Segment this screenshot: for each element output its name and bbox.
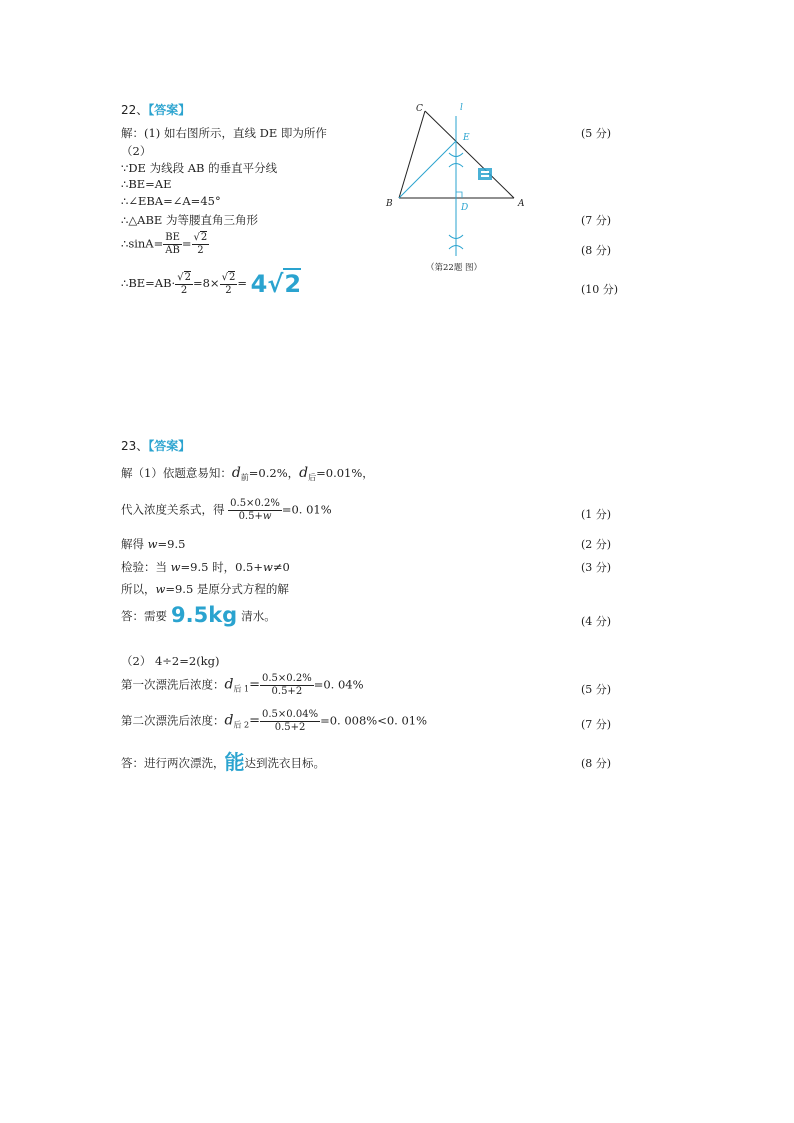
q23-line-1-prefix: 解（1）依题意易知： bbox=[121, 466, 232, 480]
label-d: D bbox=[461, 203, 469, 213]
q22-line-3: ∵DE 为线段 AB 的垂直平分线 bbox=[121, 161, 278, 175]
radicand: 2 bbox=[184, 271, 191, 283]
q23-number: 23、 bbox=[121, 439, 149, 453]
q22-line-8-prefix: ∴BE=AB· bbox=[121, 276, 176, 290]
fraction-numerator: 0.5×0.04% bbox=[262, 709, 319, 720]
text: =9.5 是原分式方程的解 bbox=[165, 582, 289, 596]
q22-score-3: (8 分) bbox=[581, 244, 612, 257]
text: ≠0 bbox=[272, 560, 290, 574]
fraction-denominator bbox=[228, 511, 282, 523]
q23-line-10-prefix: 答：进行两次漂洗， bbox=[121, 756, 225, 770]
variable-w: w bbox=[170, 560, 181, 574]
second-rinse-fraction bbox=[260, 709, 320, 734]
variable-d: d bbox=[299, 465, 309, 481]
fraction-denominator: 0.5+2 bbox=[274, 722, 306, 733]
equals-sign: = bbox=[249, 677, 261, 693]
fraction-numerator bbox=[220, 272, 238, 285]
right-angle-mark bbox=[456, 192, 462, 198]
q22-score-4: (10 分) bbox=[581, 283, 619, 296]
q23-line-9 bbox=[121, 709, 427, 734]
sqrt-symbol: √2 bbox=[177, 271, 191, 283]
text: 解得 bbox=[121, 537, 148, 551]
q23-line-1 bbox=[121, 465, 374, 483]
fraction-numerator: 0.5×0.2% bbox=[262, 673, 312, 684]
label-b: B bbox=[386, 199, 393, 209]
q22-figure bbox=[378, 98, 538, 276]
subscript-after-1: 后 1 bbox=[233, 684, 250, 694]
variable-d: d bbox=[224, 712, 234, 729]
sqrt-symbol: √2 bbox=[193, 232, 208, 243]
fraction-denominator: AB bbox=[165, 245, 180, 256]
q23-line-8 bbox=[121, 673, 364, 698]
q23-line-9-suffix: =0. 008%<0. 01% bbox=[320, 713, 428, 728]
q23-line-6 bbox=[121, 603, 276, 627]
q23-heading bbox=[121, 437, 190, 454]
variable-w: w bbox=[262, 511, 272, 522]
fraction-root2-over-2 bbox=[192, 232, 210, 257]
q22-score-2: (7 分) bbox=[581, 214, 612, 227]
q22-final-answer bbox=[251, 270, 301, 298]
equals-sign: = bbox=[181, 236, 192, 251]
q22-line-8-mid: =8× bbox=[192, 276, 220, 290]
fraction-root2-over-2 bbox=[220, 272, 238, 297]
q23-line-2-prefix: 代入浓度关系式，得 bbox=[121, 502, 225, 517]
fraction-be-ab bbox=[163, 232, 182, 257]
label-a: A bbox=[518, 199, 525, 209]
variable-d: d bbox=[224, 676, 234, 693]
variable-w: w bbox=[155, 582, 166, 596]
label-c: C bbox=[416, 104, 423, 114]
radicand: 2 bbox=[200, 232, 208, 243]
q23-line-10 bbox=[121, 746, 325, 775]
equals-sign: = bbox=[249, 713, 261, 729]
q23-score-5: (5 分) bbox=[581, 683, 612, 696]
fraction-denominator: 0.5+2 bbox=[271, 686, 303, 697]
q23-score-3: (3 分) bbox=[581, 561, 612, 574]
answer-coefficient: 4 bbox=[250, 270, 268, 298]
variable-w: w bbox=[263, 560, 273, 574]
q23-score-2: (2 分) bbox=[581, 538, 612, 551]
q22-line-4: ∴BE=AE bbox=[121, 177, 172, 191]
first-rinse-fraction bbox=[260, 673, 314, 698]
q22-heading bbox=[121, 101, 190, 118]
q23-answer-mass: 9.5kg bbox=[171, 603, 238, 627]
text: =9.5 时，0.5+ bbox=[180, 560, 264, 574]
fraction-denominator: 2 bbox=[197, 245, 204, 256]
q23-line-4 bbox=[121, 559, 290, 575]
q23-line-9-prefix: 第二次漂洗后浓度： bbox=[121, 713, 225, 728]
q22-line-7-prefix: ∴sinA= bbox=[121, 236, 164, 251]
radicand: 2 bbox=[228, 271, 236, 283]
label-l: l bbox=[460, 103, 463, 113]
q23-line-2-suffix: =0. 01% bbox=[281, 502, 332, 517]
variable-d: d bbox=[231, 465, 241, 481]
triangle-side-ca bbox=[425, 111, 514, 198]
fraction-denominator: 2 bbox=[225, 284, 232, 296]
q23-score-6: (7 分) bbox=[581, 718, 612, 731]
value-before: =0.2%， bbox=[248, 466, 300, 480]
q22-line-1: 解：(1) 如右图所示，直线 DE 即为所作 bbox=[121, 126, 327, 140]
q22-score-1: (5 分) bbox=[581, 127, 612, 140]
watermark-stamp bbox=[478, 168, 492, 180]
answer-radicand: 2 bbox=[284, 270, 302, 298]
fraction-numerator bbox=[192, 232, 210, 245]
q22-line-5: ∴∠EBA=∠A=45° bbox=[121, 194, 221, 208]
q23-line-8-prefix: 第一次漂洗后浓度： bbox=[121, 677, 225, 692]
text: =9.5 bbox=[157, 537, 186, 551]
q23-answer-can: 能 bbox=[224, 750, 245, 774]
fraction-denominator: 2 bbox=[180, 284, 188, 296]
figure-caption: （第22题 图） bbox=[426, 263, 483, 273]
sqrt-symbol: √2 bbox=[267, 270, 302, 298]
q23-line-7: （2） 4÷2=2(kg) bbox=[121, 654, 220, 668]
equals-sign: = bbox=[237, 276, 247, 290]
text: 检验：当 bbox=[121, 560, 171, 574]
fraction-numerator: BE bbox=[165, 232, 180, 243]
denominator-constant: 0.5+ bbox=[238, 511, 263, 522]
fraction-numerator bbox=[175, 272, 193, 285]
q23-line-6-suffix: 清水。 bbox=[241, 609, 276, 623]
q23-line-6-prefix: 答：需要 bbox=[121, 609, 167, 623]
q22-line-7 bbox=[121, 232, 209, 257]
q23-score-4: (4 分) bbox=[581, 615, 612, 628]
subscript-before: 前 bbox=[240, 473, 249, 482]
q22-line-6: ∴△ABE 为等腰直角三角形 bbox=[121, 213, 258, 227]
concentration-fraction bbox=[228, 498, 282, 523]
subscript-after: 后 bbox=[308, 473, 317, 482]
sqrt-symbol: √2 bbox=[221, 271, 236, 283]
q22-line-8 bbox=[121, 270, 301, 298]
label-e: E bbox=[463, 133, 470, 143]
q23-line-3 bbox=[121, 536, 185, 552]
fraction-root2-over-2 bbox=[175, 272, 193, 297]
text: 所以， bbox=[121, 582, 156, 596]
q23-answer-tag: 【答案】 bbox=[148, 439, 191, 453]
q22-answer-tag: 【答案】 bbox=[148, 103, 191, 117]
q23-score-1: (1 分) bbox=[581, 508, 612, 521]
q23-line-8-suffix: =0. 04% bbox=[313, 677, 364, 692]
q23-line-5 bbox=[121, 581, 289, 597]
q22-line-2: （2） bbox=[121, 144, 152, 158]
subscript-after-2: 后 2 bbox=[233, 720, 250, 730]
q22-number: 22、 bbox=[121, 103, 149, 117]
fraction-numerator: 0.5×0.2% bbox=[230, 498, 280, 509]
q23-score-7: (8 分) bbox=[581, 757, 612, 770]
value-after: =0.01%， bbox=[316, 466, 374, 480]
q23-line-10-suffix: 达到洗衣目标。 bbox=[244, 756, 325, 770]
variable-w: w bbox=[147, 537, 158, 551]
q23-line-2 bbox=[121, 498, 332, 523]
